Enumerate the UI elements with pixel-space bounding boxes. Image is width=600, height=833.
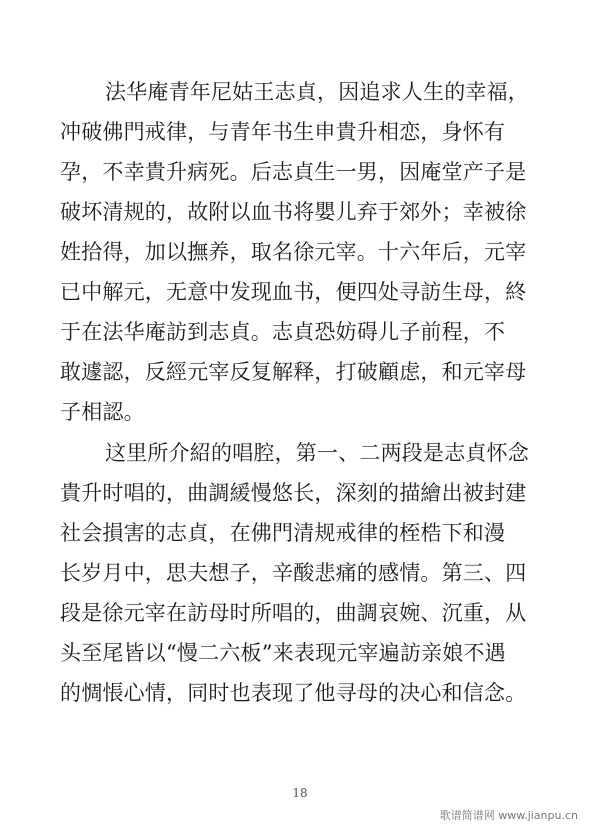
paragraph-2-line-7: 的惆悵心情，同时也表现了他寻母的决心和信念。: [60, 681, 527, 705]
paragraph-2-line-3: 社会損害的志貞，在佛門清规戒律的桎梏下和漫: [60, 521, 506, 545]
paragraph-1-line-1: 法华庵青年尼姑王志貞，因追求人生的幸福，: [105, 80, 529, 104]
paragraph-1-line-7: 于在法华庵訪到志貞。志貞恐妨碍儿子前程，不: [60, 320, 506, 344]
paragraph-2: [60, 433, 560, 713]
page-number: 18: [292, 786, 308, 800]
site-watermark: 歌谱简谱网 www.jianpu.cn: [439, 809, 578, 822]
paragraph-1: [60, 72, 560, 432]
paragraph-2-line-5: 段是徐元宰在訪母时所唱的，曲調哀婉、沉重，从: [60, 601, 527, 625]
paragraph-1-line-3: 孕，不幸貴升病死。后志貞生一男，因庵堂产子是: [60, 160, 527, 184]
paragraph-2-line-4: 长岁月中，思夫想子，辛酸悲痛的感情。第三、四: [60, 561, 527, 585]
paragraph-2-line-1: 这里所介紹的唱腔，第一、二两段是志貞怀念: [105, 441, 529, 465]
paragraph-1-line-9: 子相認。: [60, 400, 145, 424]
paragraph-2-line-6: 头至尾皆以“慢二六板”来表现元宰遍訪亲娘不遇: [60, 641, 506, 665]
paragraph-2-line-2: 貴升时唱的，曲調緩慢悠长，深刻的描繪出被封建: [60, 481, 527, 505]
paragraph-1-line-6: 已中解元，无意中发现血书，便四处寻訪生母，終: [60, 280, 527, 304]
paragraph-1-line-4: 破坏清规的，故附以血书将嬰儿弃于郊外；幸被徐: [60, 200, 527, 224]
paragraph-1-line-2: 冲破佛門戒律，与青年书生申貴升相恋，身怀有: [60, 120, 506, 144]
paragraph-1-line-5: 姓拾得，加以撫养，取名徐元宰。十六年后，元宰: [60, 240, 527, 264]
paragraph-1-line-8: 敢遽認，反經元宰反复解释，打破顧虑，和元宰母: [60, 360, 527, 384]
